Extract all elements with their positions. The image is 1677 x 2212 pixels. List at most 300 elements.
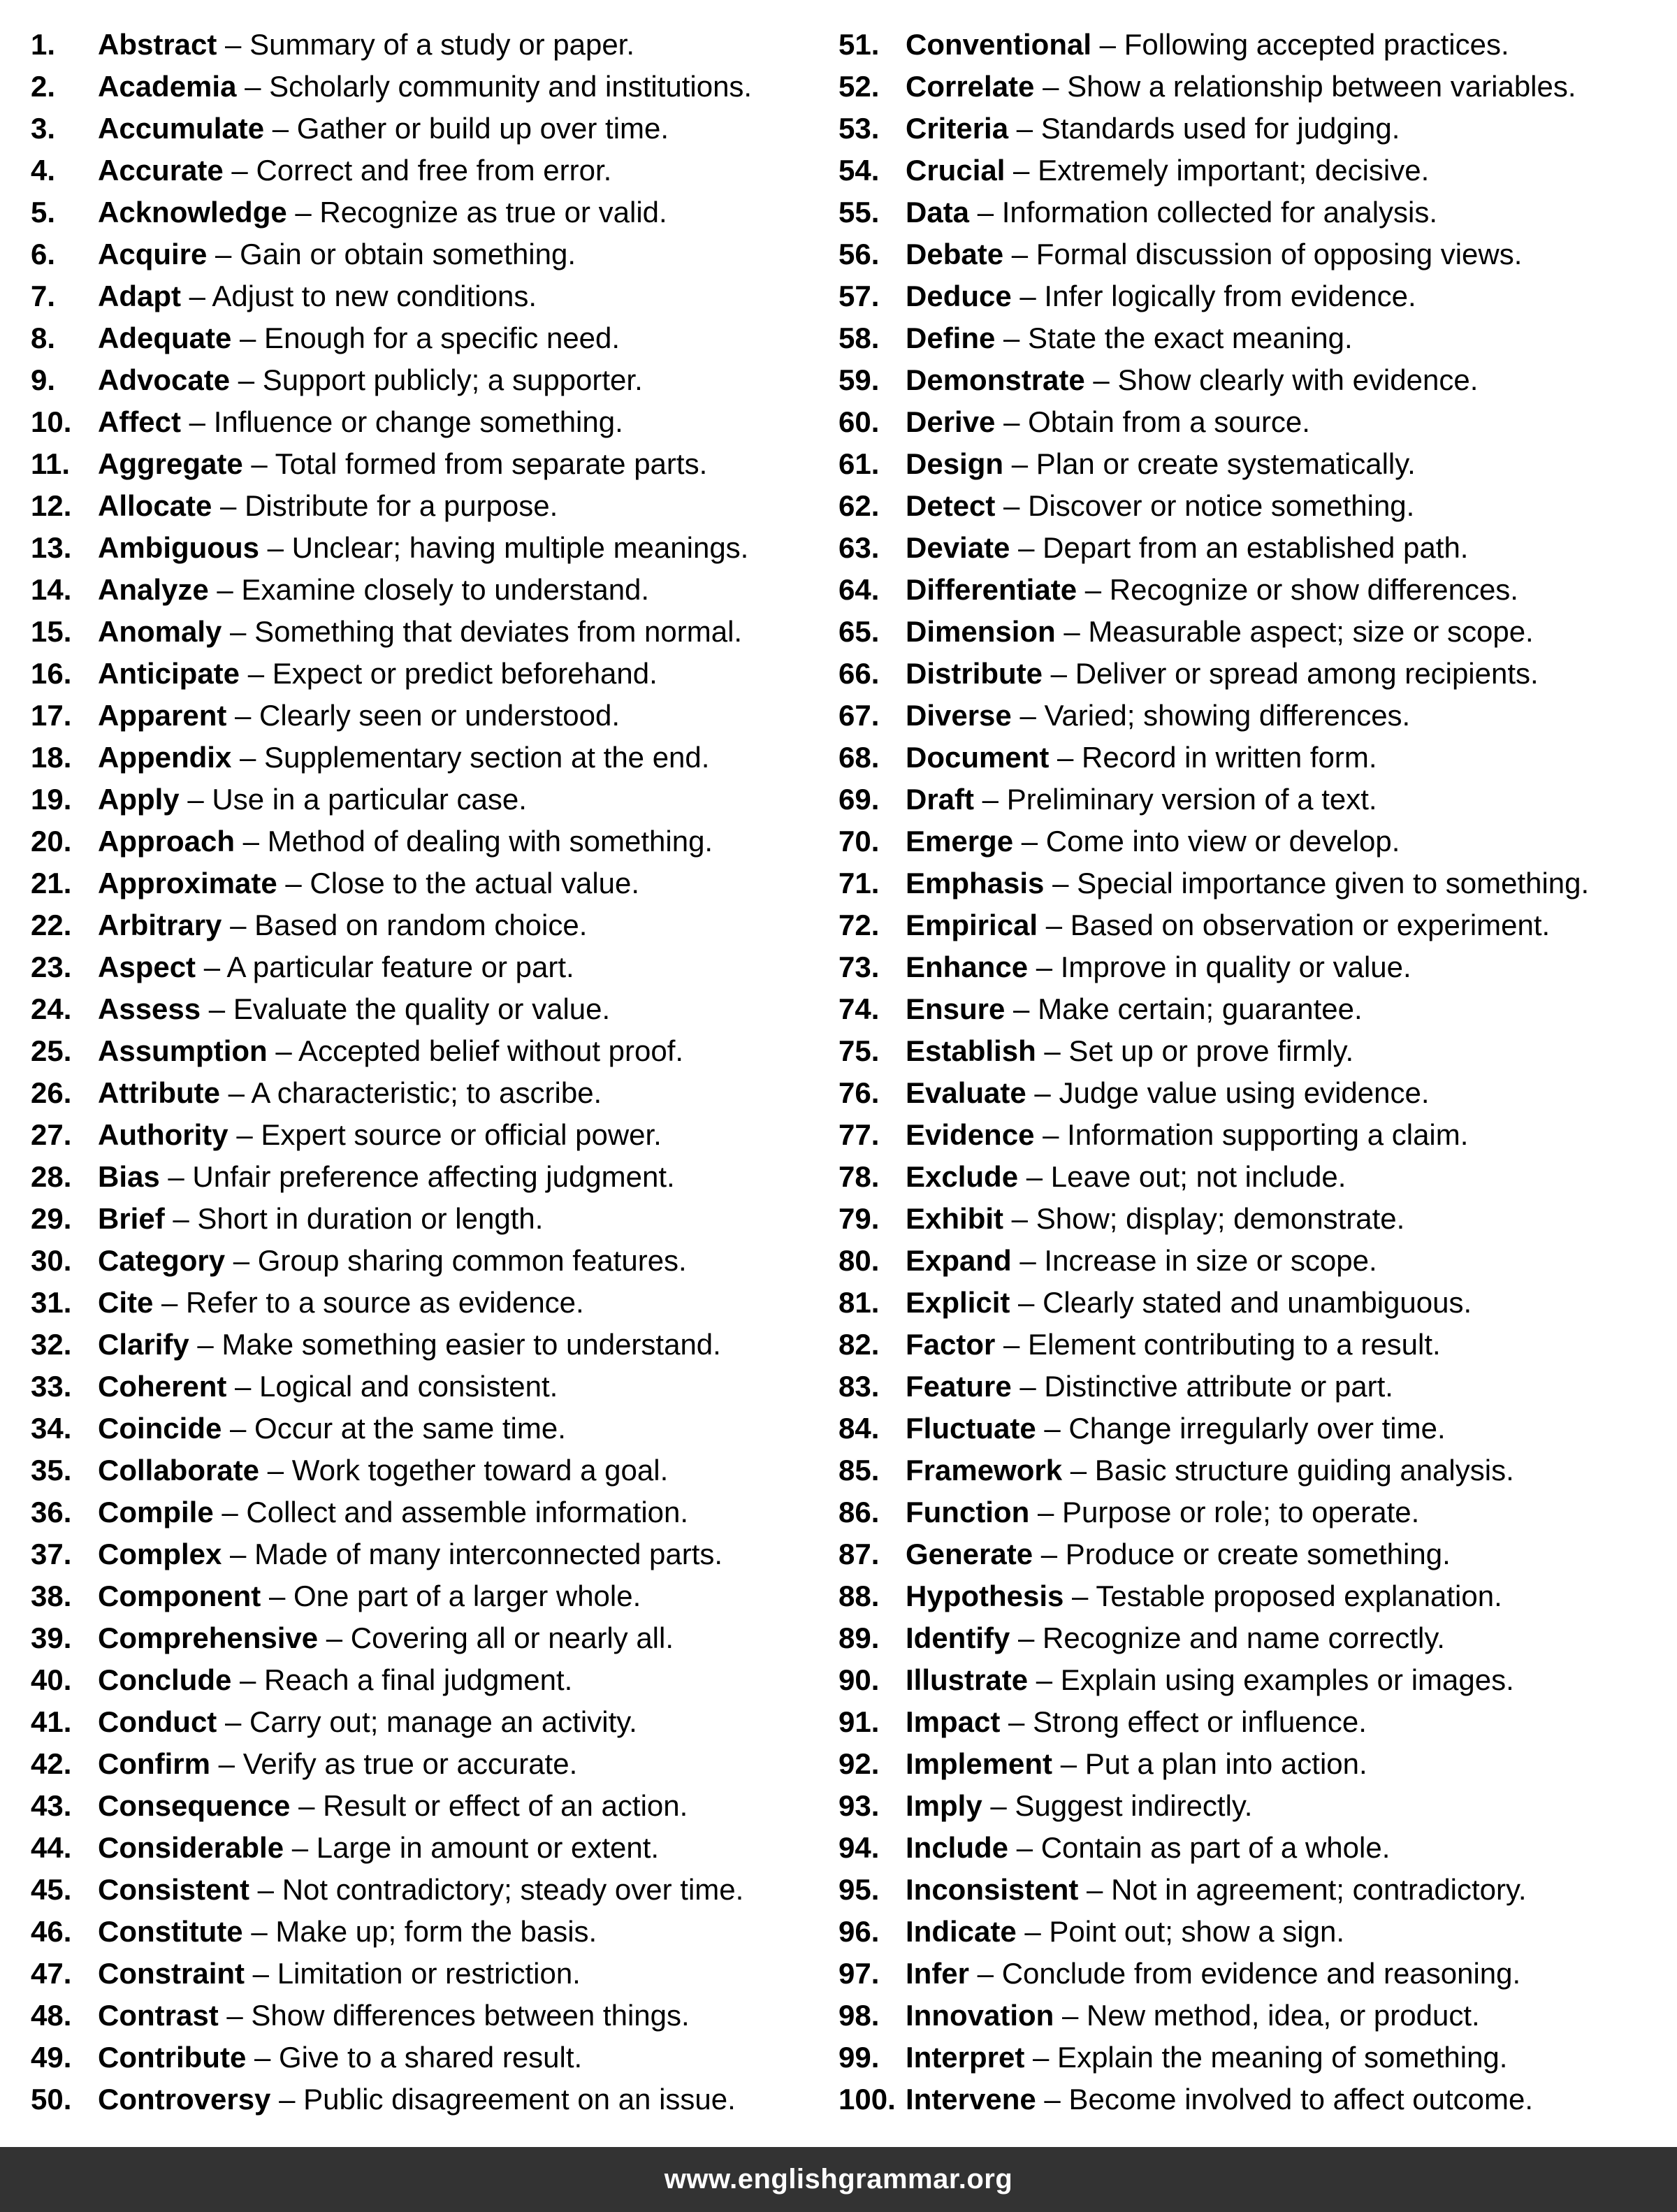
entry-number: 36. xyxy=(31,1496,72,1528)
entry-number: 78. xyxy=(838,1160,880,1193)
entry-term: Exhibit xyxy=(906,1202,1004,1235)
glossary-entry xyxy=(31,530,818,572)
entry-definition: – Make up; form the basis. xyxy=(242,1915,597,1948)
glossary-entry xyxy=(838,69,1663,111)
entry-number: 92. xyxy=(838,1747,880,1780)
entry-term: Ensure xyxy=(906,992,1006,1025)
glossary-entry xyxy=(838,656,1663,698)
glossary-column-left xyxy=(31,27,818,2124)
entry-term: Apparent xyxy=(98,699,227,732)
entry-definition: – Summary of a study or paper. xyxy=(217,28,635,61)
entry-definition: – Influence or change something. xyxy=(181,405,623,438)
entry-term: Anomaly xyxy=(98,615,222,648)
entry-number: 55. xyxy=(838,196,880,229)
glossary-entry xyxy=(838,1369,1663,1411)
entry-definition: – Examine closely to understand. xyxy=(208,573,650,606)
entry-definition: – Logical and consistent. xyxy=(226,1370,558,1403)
entry-definition: – Obtain from a source. xyxy=(995,405,1310,438)
entry-content xyxy=(906,363,1478,398)
entry-number: 35. xyxy=(31,1454,72,1487)
entry-number: 53. xyxy=(838,112,880,145)
entry-term: Exclude xyxy=(906,1160,1019,1193)
entry-definition: – Set up or prove firmly. xyxy=(1036,1034,1354,1067)
glossary-entry xyxy=(838,1327,1663,1369)
glossary-entry xyxy=(838,1747,1663,1788)
entry-number: 49. xyxy=(31,2041,72,2074)
glossary-entry xyxy=(838,698,1663,740)
glossary-entry xyxy=(838,489,1663,530)
glossary-entry xyxy=(31,1118,818,1159)
entry-term: Infer xyxy=(906,1957,970,1990)
glossary-entry xyxy=(838,195,1663,237)
entry-number: 34. xyxy=(31,1412,72,1445)
entry-term: Controversy xyxy=(98,2083,271,2116)
glossary-entry xyxy=(31,1369,818,1411)
entry-content xyxy=(98,1537,723,1572)
entry-number: 30. xyxy=(31,1244,72,1277)
entry-definition: – Standards used for judging. xyxy=(1008,112,1400,145)
entry-term: Cite xyxy=(98,1286,154,1319)
glossary-entry xyxy=(31,447,818,489)
entry-number: 40. xyxy=(31,1663,72,1696)
entry-content xyxy=(906,1914,1344,1949)
entry-content xyxy=(98,69,752,104)
entry-content xyxy=(98,321,620,356)
entry-definition: – Method of dealing with something. xyxy=(235,825,713,858)
glossary-entry xyxy=(838,237,1663,279)
entry-number: 85. xyxy=(838,1454,880,1487)
entry-definition: – Made of many interconnected parts. xyxy=(222,1538,723,1570)
entry-number: 27. xyxy=(31,1118,72,1151)
entry-content xyxy=(98,908,587,943)
entry-term: Deviate xyxy=(906,531,1010,564)
entry-number: 95. xyxy=(838,1873,880,1906)
entry-number: 44. xyxy=(31,1831,72,1864)
entry-number: 26. xyxy=(31,1076,72,1109)
entry-number: 87. xyxy=(838,1538,880,1570)
entry-number: 29. xyxy=(31,1202,72,1235)
entry-term: Abstract xyxy=(98,28,217,61)
entry-definition: – Unfair preference affecting judgment. xyxy=(159,1160,675,1193)
entry-definition: – Information supporting a claim. xyxy=(1034,1118,1469,1151)
entry-term: Confirm xyxy=(98,1747,210,1780)
entry-number: 10. xyxy=(31,405,72,438)
entry-number: 6. xyxy=(31,238,56,270)
entry-number: 94. xyxy=(838,1831,880,1864)
entry-definition: – Limitation or restriction. xyxy=(245,1957,581,1990)
glossary-entry xyxy=(31,992,818,1034)
entry-content xyxy=(906,1998,1480,2033)
entry-number: 11. xyxy=(31,447,71,480)
entry-content xyxy=(98,363,643,398)
entry-content xyxy=(906,866,1589,901)
entry-number: 90. xyxy=(838,1663,880,1696)
entry-definition: – Scholarly community and institutions. xyxy=(236,70,753,103)
entry-content xyxy=(906,530,1468,565)
entry-number: 57. xyxy=(838,280,880,312)
entry-definition: – Occur at the same time. xyxy=(222,1412,566,1445)
entry-term: Conduct xyxy=(98,1705,217,1738)
entry-term: Feature xyxy=(906,1370,1012,1403)
entry-content xyxy=(98,1034,683,1069)
glossary-entry xyxy=(31,2082,818,2124)
entry-content xyxy=(906,1537,1451,1572)
entry-content xyxy=(906,1327,1441,1362)
entry-content xyxy=(98,782,527,817)
glossary-entry xyxy=(838,950,1663,992)
entry-content xyxy=(98,111,669,146)
entry-definition: – Not in agreement; contradictory. xyxy=(1078,1873,1527,1906)
entry-term: Include xyxy=(906,1831,1009,1864)
entry-definition: – Recognize or show differences. xyxy=(1077,573,1518,606)
entry-definition: – Gain or obtain something. xyxy=(207,238,576,270)
entry-number: 79. xyxy=(838,1202,880,1235)
entry-term: Illustrate xyxy=(906,1663,1029,1696)
entry-content xyxy=(98,656,658,691)
entry-definition: – Based on observation or experiment. xyxy=(1038,909,1551,941)
entry-term: Conclude xyxy=(98,1663,232,1696)
entry-definition: – Conclude from evidence and reasoning. xyxy=(969,1957,1521,1990)
glossary-entry xyxy=(838,1621,1663,1663)
entry-term: Acknowledge xyxy=(98,196,287,229)
entry-term: Accumulate xyxy=(98,112,265,145)
entry-term: Debate xyxy=(906,238,1004,270)
entry-content xyxy=(906,1747,1367,1781)
entry-number: 97. xyxy=(838,1957,880,1990)
entry-term: Crucial xyxy=(906,154,1006,187)
entry-definition: – Infer logically from evidence. xyxy=(1011,280,1416,312)
entry-definition: – Evaluate the quality or value. xyxy=(201,992,611,1025)
entry-number: 15. xyxy=(31,615,72,648)
glossary-entry xyxy=(838,1285,1663,1327)
glossary-entry xyxy=(31,405,818,447)
glossary-entry xyxy=(31,698,818,740)
entry-term: Explicit xyxy=(906,1286,1010,1319)
entry-content xyxy=(98,1201,543,1236)
entry-definition: – Increase in size or scope. xyxy=(1011,1244,1377,1277)
entry-number: 39. xyxy=(31,1621,72,1654)
entry-term: Authority xyxy=(98,1118,228,1151)
entry-content xyxy=(98,1076,602,1111)
entry-definition: – Collect and assemble information. xyxy=(213,1496,689,1528)
entry-definition: – Show clearly with evidence. xyxy=(1084,363,1479,396)
glossary-entry xyxy=(31,195,818,237)
glossary-entry xyxy=(838,782,1663,824)
entry-number: 77. xyxy=(838,1118,880,1151)
entry-number: 48. xyxy=(31,1999,72,2032)
entry-definition: – Supplementary section at the end. xyxy=(231,741,710,774)
entry-definition: – State the exact meaning. xyxy=(995,321,1353,354)
entry-term: Anticipate xyxy=(98,657,240,690)
entry-definition: – Distinctive attribute or part. xyxy=(1011,1370,1393,1403)
entry-definition: – Public disagreement on an issue. xyxy=(270,2083,736,2116)
glossary-entry xyxy=(838,321,1663,363)
glossary-entry xyxy=(31,1453,818,1495)
entry-term: Diverse xyxy=(906,699,1012,732)
entry-definition: – Based on random choice. xyxy=(222,909,588,941)
entry-definition: – Produce or create something. xyxy=(1033,1538,1451,1570)
entry-term: Acquire xyxy=(98,238,208,270)
entry-content xyxy=(906,153,1429,188)
entry-definition: – Clearly seen or understood. xyxy=(226,699,620,732)
entry-definition: – Result or effect of an action. xyxy=(290,1789,688,1822)
entry-term: Criteria xyxy=(906,112,1009,145)
glossary-entry xyxy=(838,1453,1663,1495)
entry-content xyxy=(98,1830,659,1865)
entry-content xyxy=(98,2082,736,2117)
glossary-entry xyxy=(838,1914,1663,1956)
entry-term: Emerge xyxy=(906,825,1014,858)
entry-definition: – Change irregularly over time. xyxy=(1036,1412,1446,1445)
entry-definition: – Work together toward a goal. xyxy=(259,1454,669,1487)
entry-content xyxy=(906,1579,1502,1614)
entry-content xyxy=(906,1830,1390,1865)
entry-definition: – Record in written form. xyxy=(1049,741,1377,774)
entry-term: Coincide xyxy=(98,1412,222,1445)
entry-content xyxy=(98,824,713,859)
entry-definition: – Gather or build up over time. xyxy=(264,112,669,145)
entry-content xyxy=(906,1159,1346,1194)
entry-term: Differentiate xyxy=(906,573,1077,606)
glossary-entry xyxy=(838,572,1663,614)
glossary-entry xyxy=(838,363,1663,405)
glossary-entry xyxy=(838,1118,1663,1159)
entry-number: 22. xyxy=(31,909,72,941)
glossary-entry xyxy=(31,1411,818,1453)
entry-term: Constraint xyxy=(98,1957,245,1990)
entry-number: 82. xyxy=(838,1328,880,1361)
glossary-entry xyxy=(31,1285,818,1327)
entry-number: 9. xyxy=(31,363,56,396)
glossary-entry xyxy=(31,1830,818,1872)
glossary-entry xyxy=(31,1705,818,1747)
entry-content xyxy=(906,908,1550,943)
entry-term: Interpret xyxy=(906,2041,1025,2074)
entry-definition: – Short in duration or length. xyxy=(164,1202,544,1235)
glossary-entry xyxy=(31,1872,818,1914)
entry-content xyxy=(906,740,1377,775)
entry-content xyxy=(98,1998,690,2033)
entry-term: Intervene xyxy=(906,2083,1036,2116)
glossary-entry xyxy=(838,1411,1663,1453)
entry-definition: – Refer to a source as evidence. xyxy=(153,1286,584,1319)
glossary-entry xyxy=(31,27,818,69)
entry-definition: – Accepted belief without proof. xyxy=(267,1034,684,1067)
glossary-entry xyxy=(31,1034,818,1076)
entry-definition: – Recognize and name correctly. xyxy=(1010,1621,1445,1654)
entry-content xyxy=(98,1579,641,1614)
glossary-entry xyxy=(838,27,1663,69)
glossary-entry xyxy=(838,1663,1663,1705)
entry-term: Coherent xyxy=(98,1370,227,1403)
entry-definition: – Strong effect or influence. xyxy=(1000,1705,1367,1738)
entry-definition: – Covering all or nearly all. xyxy=(318,1621,674,1654)
entry-content xyxy=(98,1159,675,1194)
entry-definition: – Make something easier to understand. xyxy=(189,1328,721,1361)
entry-content xyxy=(906,1118,1468,1152)
entry-number: 24. xyxy=(31,992,72,1025)
entry-definition: – Basic structure guiding analysis. xyxy=(1062,1454,1514,1487)
glossary-entry xyxy=(31,2040,818,2082)
entry-definition: – Extremely important; decisive. xyxy=(1005,154,1430,187)
glossary-entry xyxy=(31,1621,818,1663)
entry-number: 66. xyxy=(838,657,880,690)
entry-term: Data xyxy=(906,196,970,229)
entry-definition: – Point out; show a sign. xyxy=(1016,1915,1344,1948)
entry-term: Adequate xyxy=(98,321,232,354)
footer-url[interactable]: www.englishgrammar.org xyxy=(664,2164,1013,2195)
entry-definition: – Come into view or develop. xyxy=(1013,825,1400,858)
glossary-entry xyxy=(31,572,818,614)
entry-number: 67. xyxy=(838,699,880,732)
entry-content xyxy=(906,824,1400,859)
entry-number: 54. xyxy=(838,154,880,187)
entry-definition: – Judge value using evidence. xyxy=(1026,1076,1430,1109)
entry-term: Draft xyxy=(906,783,975,816)
entry-term: Inconsistent xyxy=(906,1873,1079,1906)
glossary-entry xyxy=(31,1998,818,2040)
entry-content xyxy=(906,698,1410,733)
glossary-entry xyxy=(31,1159,818,1201)
entry-term: Assumption xyxy=(98,1034,268,1067)
entry-number: 12. xyxy=(31,489,72,522)
entry-term: Empirical xyxy=(906,909,1038,941)
entry-term: Advocate xyxy=(98,363,231,396)
glossary-entry xyxy=(838,1705,1663,1747)
glossary-entry xyxy=(31,614,818,656)
entry-term: Fluctuate xyxy=(906,1412,1036,1445)
entry-term: Clarify xyxy=(98,1328,189,1361)
entry-definition: – Large in amount or extent. xyxy=(284,1831,660,1864)
glossary-entry xyxy=(838,1201,1663,1243)
entry-content xyxy=(906,447,1416,482)
entry-definition: – Expert source or official power. xyxy=(228,1118,662,1151)
entry-number: 42. xyxy=(31,1747,72,1780)
entry-content xyxy=(98,572,649,607)
entry-term: Demonstrate xyxy=(906,363,1085,396)
entry-term: Contribute xyxy=(98,2041,247,2074)
entry-content xyxy=(98,447,707,482)
entry-number: 51. xyxy=(838,28,880,61)
entry-definition: – Make certain; guarantee. xyxy=(1005,992,1363,1025)
entry-definition: – Information collected for analysis. xyxy=(969,196,1438,229)
glossary-entry xyxy=(31,237,818,279)
entry-term: Consistent xyxy=(98,1873,250,1906)
entry-number: 62. xyxy=(838,489,880,522)
entry-number: 7. xyxy=(31,280,56,312)
entry-number: 61. xyxy=(838,447,880,480)
entry-content xyxy=(98,740,709,775)
glossary-entry xyxy=(31,69,818,111)
glossary-entry xyxy=(31,782,818,824)
glossary-entry xyxy=(838,1579,1663,1621)
entry-term: Derive xyxy=(906,405,996,438)
entry-number: 60. xyxy=(838,405,880,438)
entry-definition: – Not contradictory; steady over time. xyxy=(249,1873,744,1906)
entry-definition: – Leave out; not include. xyxy=(1018,1160,1346,1193)
entry-term: Indicate xyxy=(906,1915,1017,1948)
entry-content xyxy=(906,992,1363,1027)
entry-content xyxy=(98,1411,566,1446)
entry-definition: – Correct and free from error. xyxy=(223,154,612,187)
entry-number: 3. xyxy=(31,112,56,145)
entry-number: 5. xyxy=(31,196,56,229)
entry-number: 64. xyxy=(838,573,880,606)
entry-definition: – Distribute for a purpose. xyxy=(212,489,558,522)
entry-content xyxy=(98,2040,582,2075)
entry-term: Document xyxy=(906,741,1050,774)
entry-number: 86. xyxy=(838,1496,880,1528)
entry-content xyxy=(98,1956,581,1991)
entry-definition: – Purpose or role; to operate. xyxy=(1029,1496,1420,1528)
entry-term: Analyze xyxy=(98,573,209,606)
entry-definition: – Enough for a specific need. xyxy=(231,321,620,354)
glossary-entry xyxy=(838,1788,1663,1830)
entry-number: 99. xyxy=(838,2041,880,2074)
entry-content xyxy=(906,489,1414,523)
glossary-entry xyxy=(838,740,1663,782)
entry-content xyxy=(98,1788,688,1823)
entry-term: Compile xyxy=(98,1496,214,1528)
entry-content xyxy=(98,153,611,188)
entry-content xyxy=(98,1118,662,1152)
entry-term: Bias xyxy=(98,1160,160,1193)
entry-definition: – Element contributing to a result. xyxy=(995,1328,1441,1361)
entry-content xyxy=(98,1747,577,1781)
entry-term: Component xyxy=(98,1580,261,1612)
entry-definition: – Show differences between things. xyxy=(218,1999,690,2032)
glossary-entry xyxy=(31,1537,818,1579)
entry-term: Imply xyxy=(906,1789,982,1822)
glossary-entry xyxy=(838,153,1663,195)
glossary-entry xyxy=(838,824,1663,866)
entry-number: 63. xyxy=(838,531,880,564)
entry-definition: – New method, idea, or product. xyxy=(1054,1999,1480,2032)
entry-definition: – Expect or predict beforehand. xyxy=(240,657,658,690)
entry-content xyxy=(906,1076,1430,1111)
glossary-entry xyxy=(31,1579,818,1621)
entry-content xyxy=(906,279,1416,314)
entry-term: Detect xyxy=(906,489,996,522)
entry-content xyxy=(906,237,1522,272)
entry-definition: – Depart from an established path. xyxy=(1010,531,1469,564)
glossary-entry xyxy=(838,279,1663,321)
entry-number: 84. xyxy=(838,1412,880,1445)
entry-definition: – Total formed from separate parts. xyxy=(242,447,708,480)
entry-number: 47. xyxy=(31,1957,72,1990)
entry-number: 80. xyxy=(838,1244,880,1277)
entry-term: Evidence xyxy=(906,1118,1035,1151)
entry-number: 2. xyxy=(31,70,56,103)
entry-content xyxy=(906,321,1353,356)
entry-definition: – Use in a particular case. xyxy=(179,783,527,816)
entry-number: 59. xyxy=(838,363,880,396)
entry-definition: – Give to a shared result. xyxy=(246,2041,583,2074)
entry-number: 31. xyxy=(31,1286,72,1319)
glossary-entry xyxy=(838,1537,1663,1579)
entry-content xyxy=(98,1495,688,1530)
entry-definition: – Close to the actual value. xyxy=(277,867,640,899)
entry-definition: – Improve in quality or value. xyxy=(1028,950,1411,983)
entry-term: Allocate xyxy=(98,489,212,522)
glossary-entry xyxy=(838,992,1663,1034)
glossary-entry xyxy=(838,866,1663,908)
entry-number: 58. xyxy=(838,321,880,354)
glossary-entry xyxy=(838,2082,1663,2124)
entry-term: Implement xyxy=(906,1747,1053,1780)
glossary-entry xyxy=(838,614,1663,656)
entry-term: Adapt xyxy=(98,280,181,312)
